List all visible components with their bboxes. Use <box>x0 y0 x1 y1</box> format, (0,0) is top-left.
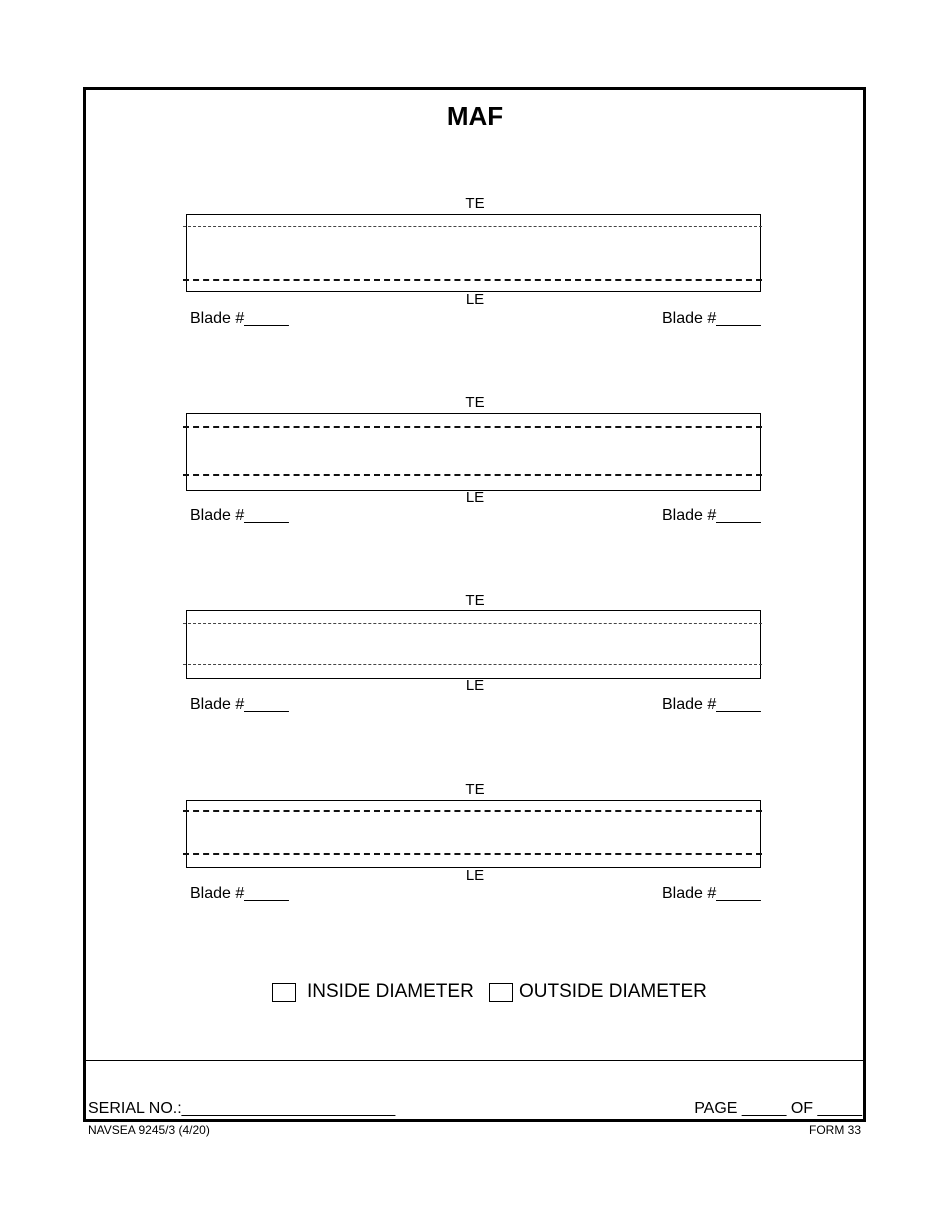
trailing-edge-line <box>183 810 762 812</box>
inside-diameter-label: INSIDE DIAMETER <box>307 981 474 1002</box>
leading-edge-line <box>183 664 762 665</box>
trailing-edge-label: TE <box>465 394 485 411</box>
serial-number-field[interactable]: SERIAL NO.:________________________ <box>88 1100 396 1117</box>
blade-number-left[interactable]: Blade #_____ <box>190 507 289 524</box>
trailing-edge-line <box>183 623 762 624</box>
blade-diagram-4 <box>186 800 761 868</box>
trailing-edge-label: TE <box>465 781 485 798</box>
blade-number-right[interactable]: Blade #_____ <box>662 310 761 327</box>
blade-diagram-2 <box>186 413 761 491</box>
trailing-edge-line <box>183 426 762 428</box>
blade-number-left[interactable]: Blade #_____ <box>190 696 289 713</box>
trailing-edge-line <box>183 226 762 227</box>
trailing-edge-label: TE <box>465 592 485 609</box>
trailing-edge-label: TE <box>465 195 485 212</box>
outside-diameter-checkbox[interactable] <box>489 983 513 1002</box>
leading-edge-label: LE <box>465 867 485 884</box>
outside-diameter-label: OUTSIDE DIAMETER <box>519 981 707 1002</box>
leading-edge-line <box>183 474 762 476</box>
leading-edge-label: LE <box>465 291 485 308</box>
form-number: FORM 33 <box>808 1123 861 1137</box>
blade-number-right[interactable]: Blade #_____ <box>662 885 761 902</box>
blade-diagram-1 <box>186 214 761 292</box>
leading-edge-label: LE <box>465 677 485 694</box>
blade-number-right[interactable]: Blade #_____ <box>662 696 761 713</box>
blade-diagram-3 <box>186 610 761 679</box>
blade-number-left[interactable]: Blade #_____ <box>190 885 289 902</box>
form-title: MAF <box>446 101 504 131</box>
blade-number-left[interactable]: Blade #_____ <box>190 310 289 327</box>
blade-number-right[interactable]: Blade #_____ <box>662 507 761 524</box>
leading-edge-label: LE <box>465 489 485 506</box>
leading-edge-line <box>183 853 762 855</box>
footer-divider <box>83 1060 866 1061</box>
inside-diameter-checkbox[interactable] <box>272 983 296 1002</box>
leading-edge-line <box>183 279 762 281</box>
form-identifier: NAVSEA 9245/3 (4/20) <box>88 1123 210 1137</box>
diameter-options <box>0 980 950 1006</box>
page-number-field[interactable]: PAGE _____ OF _____ <box>694 1100 862 1117</box>
